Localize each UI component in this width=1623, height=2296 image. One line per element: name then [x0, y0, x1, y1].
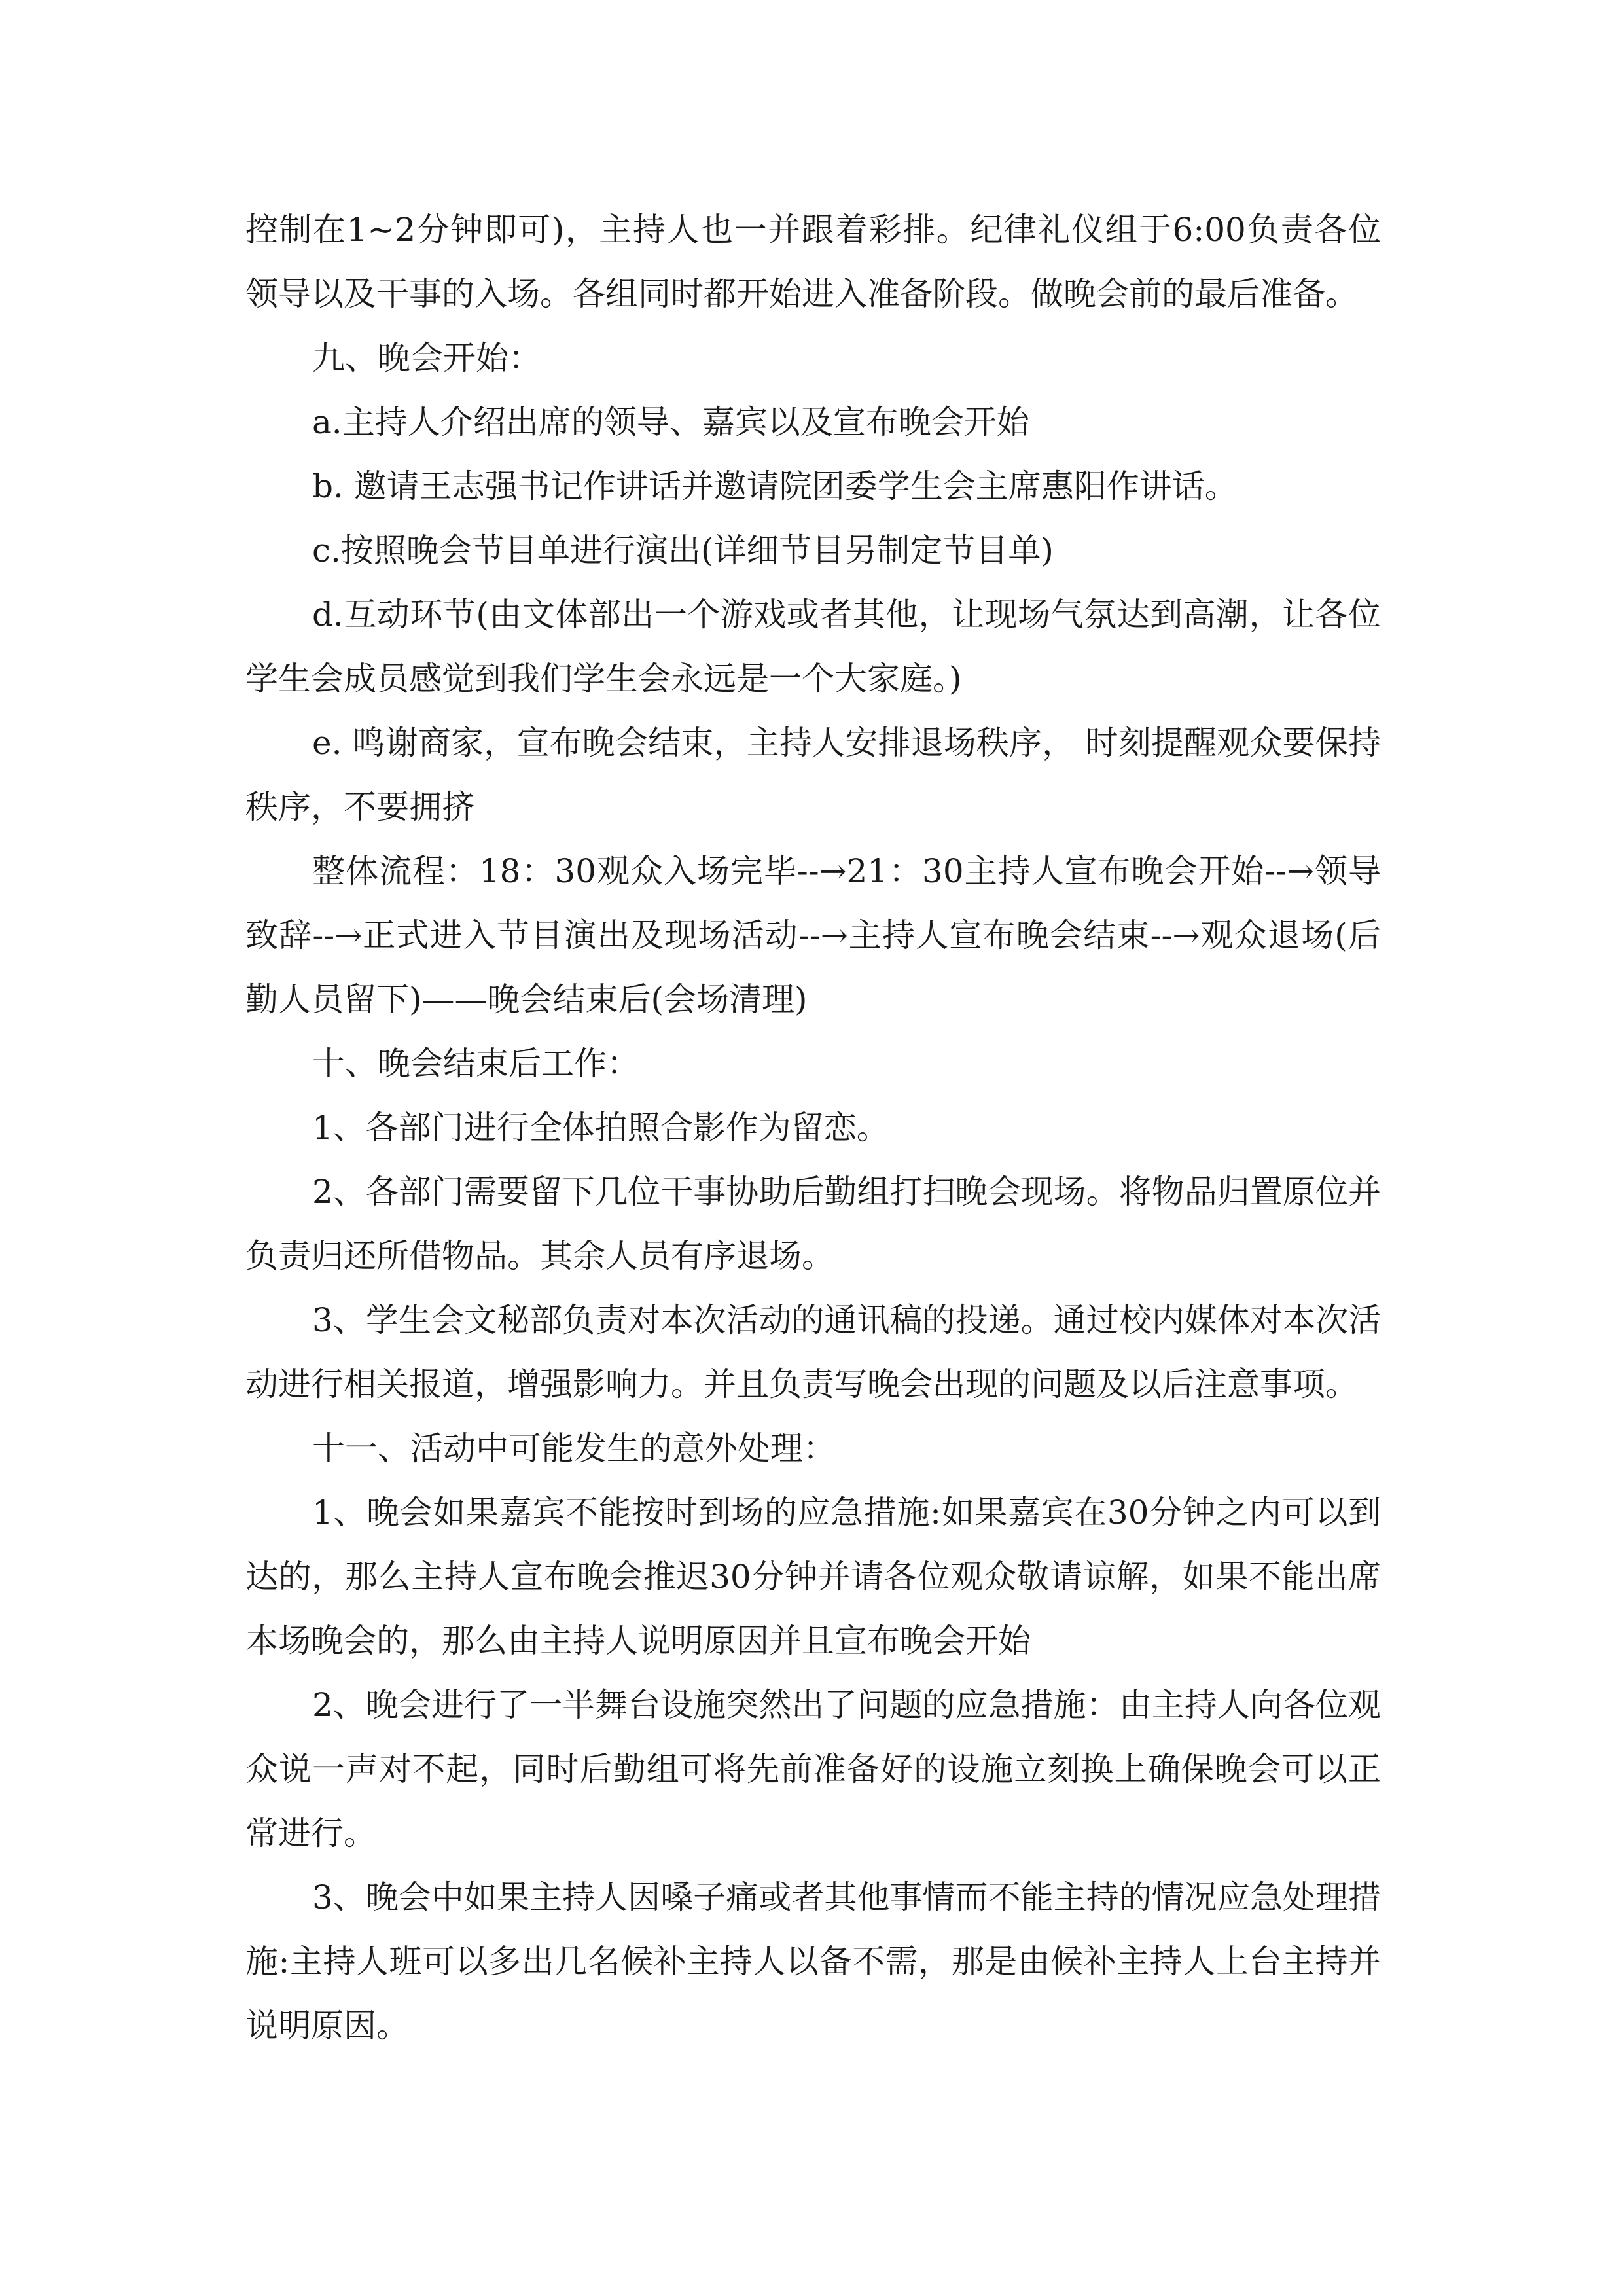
contingency-item-2: 2、晚会进行了一半舞台设施突然出了问题的应急措施：由主持人向各位观众说一声对不起，同时后勤组可将先前准备好的设施立刻换上确保晚会可以正常进行。 — [245, 1686, 1381, 1852]
list-item-b: b. 邀请王志强书记作讲话并邀请院团委学生会主席惠阳作讲话。 — [312, 467, 1238, 505]
paragraph-continuation: 控制在1~2分钟即可)，主持人也一并跟着彩排。纪律礼仪组于6:00负责各位领导以及干事的入场。各组同时都开始进入准备阶段。做晚会前的最后准备。 — [245, 211, 1381, 313]
section-heading-9: 九、晚会开始： — [312, 339, 541, 377]
document-body — [245, 198, 1381, 2058]
overall-flow-paragraph: 整体流程：18：30观众入场完毕--→21：30主持人宣布晚会开始--→领导致辞--→正式进入节目演出及现场活动--→主持人宣布晚会结束--→观众退场(后勤人员留下)——晚会结束后(会场清理) — [245, 852, 1381, 1018]
list-item-e: e. 鸣谢商家，宣布晚会结束，主持人安排退场秩序， 时刻提醒观众要保持秩序，不要拥挤 — [245, 724, 1381, 826]
contingency-item-1: 1、晚会如果嘉宾不能按时到场的应急措施:如果嘉宾在30分钟之内可以到达的，那么主持人宣布晚会推迟30分钟并请各位观众敬请谅解，如果不能出席本场晚会的，那么由主持人说明原因并且宣布晚会开始 — [245, 1494, 1381, 1660]
post-event-item-3: 3、学生会文秘部负责对本次活动的通讯稿的投递。通过校内媒体对本次活动进行相关报道，增强影响力。并且负责写晚会出现的问题及以后注意事项。 — [245, 1301, 1381, 1403]
contingency-item-3: 3、晚会中如果主持人因嗓子痛或者其他事情而不能主持的情况应急处理措施:主持人班可以多出几名候补主持人以备不需，那是由候补主持人上台主持并说明原因。 — [245, 1878, 1381, 2045]
section-heading-11: 十一、活动中可能发生的意外处理： — [312, 1429, 836, 1467]
list-item-a: a.主持人介绍出席的领导、嘉宾以及宣布晚会开始 — [312, 403, 1029, 441]
post-event-item-2: 2、各部门需要留下几位干事协助后勤组打扫晚会现场。将物品归置原位并负责归还所借物品。其余人员有序退场。 — [245, 1173, 1381, 1275]
list-item-c: c.按照晚会节目单进行演出(详细节目另制定节目单) — [312, 531, 1054, 569]
list-item-d: d.互动环节(由文体部出一个游戏或者其他，让现场气氛达到高潮，让各位学生会成员感觉到我们学生会永远是一个大家庭。) — [245, 596, 1381, 698]
section-heading-10: 十、晚会结束后工作： — [312, 1045, 639, 1083]
post-event-item-1: 1、各部门进行全体拍照合影作为留恋。 — [312, 1109, 889, 1147]
